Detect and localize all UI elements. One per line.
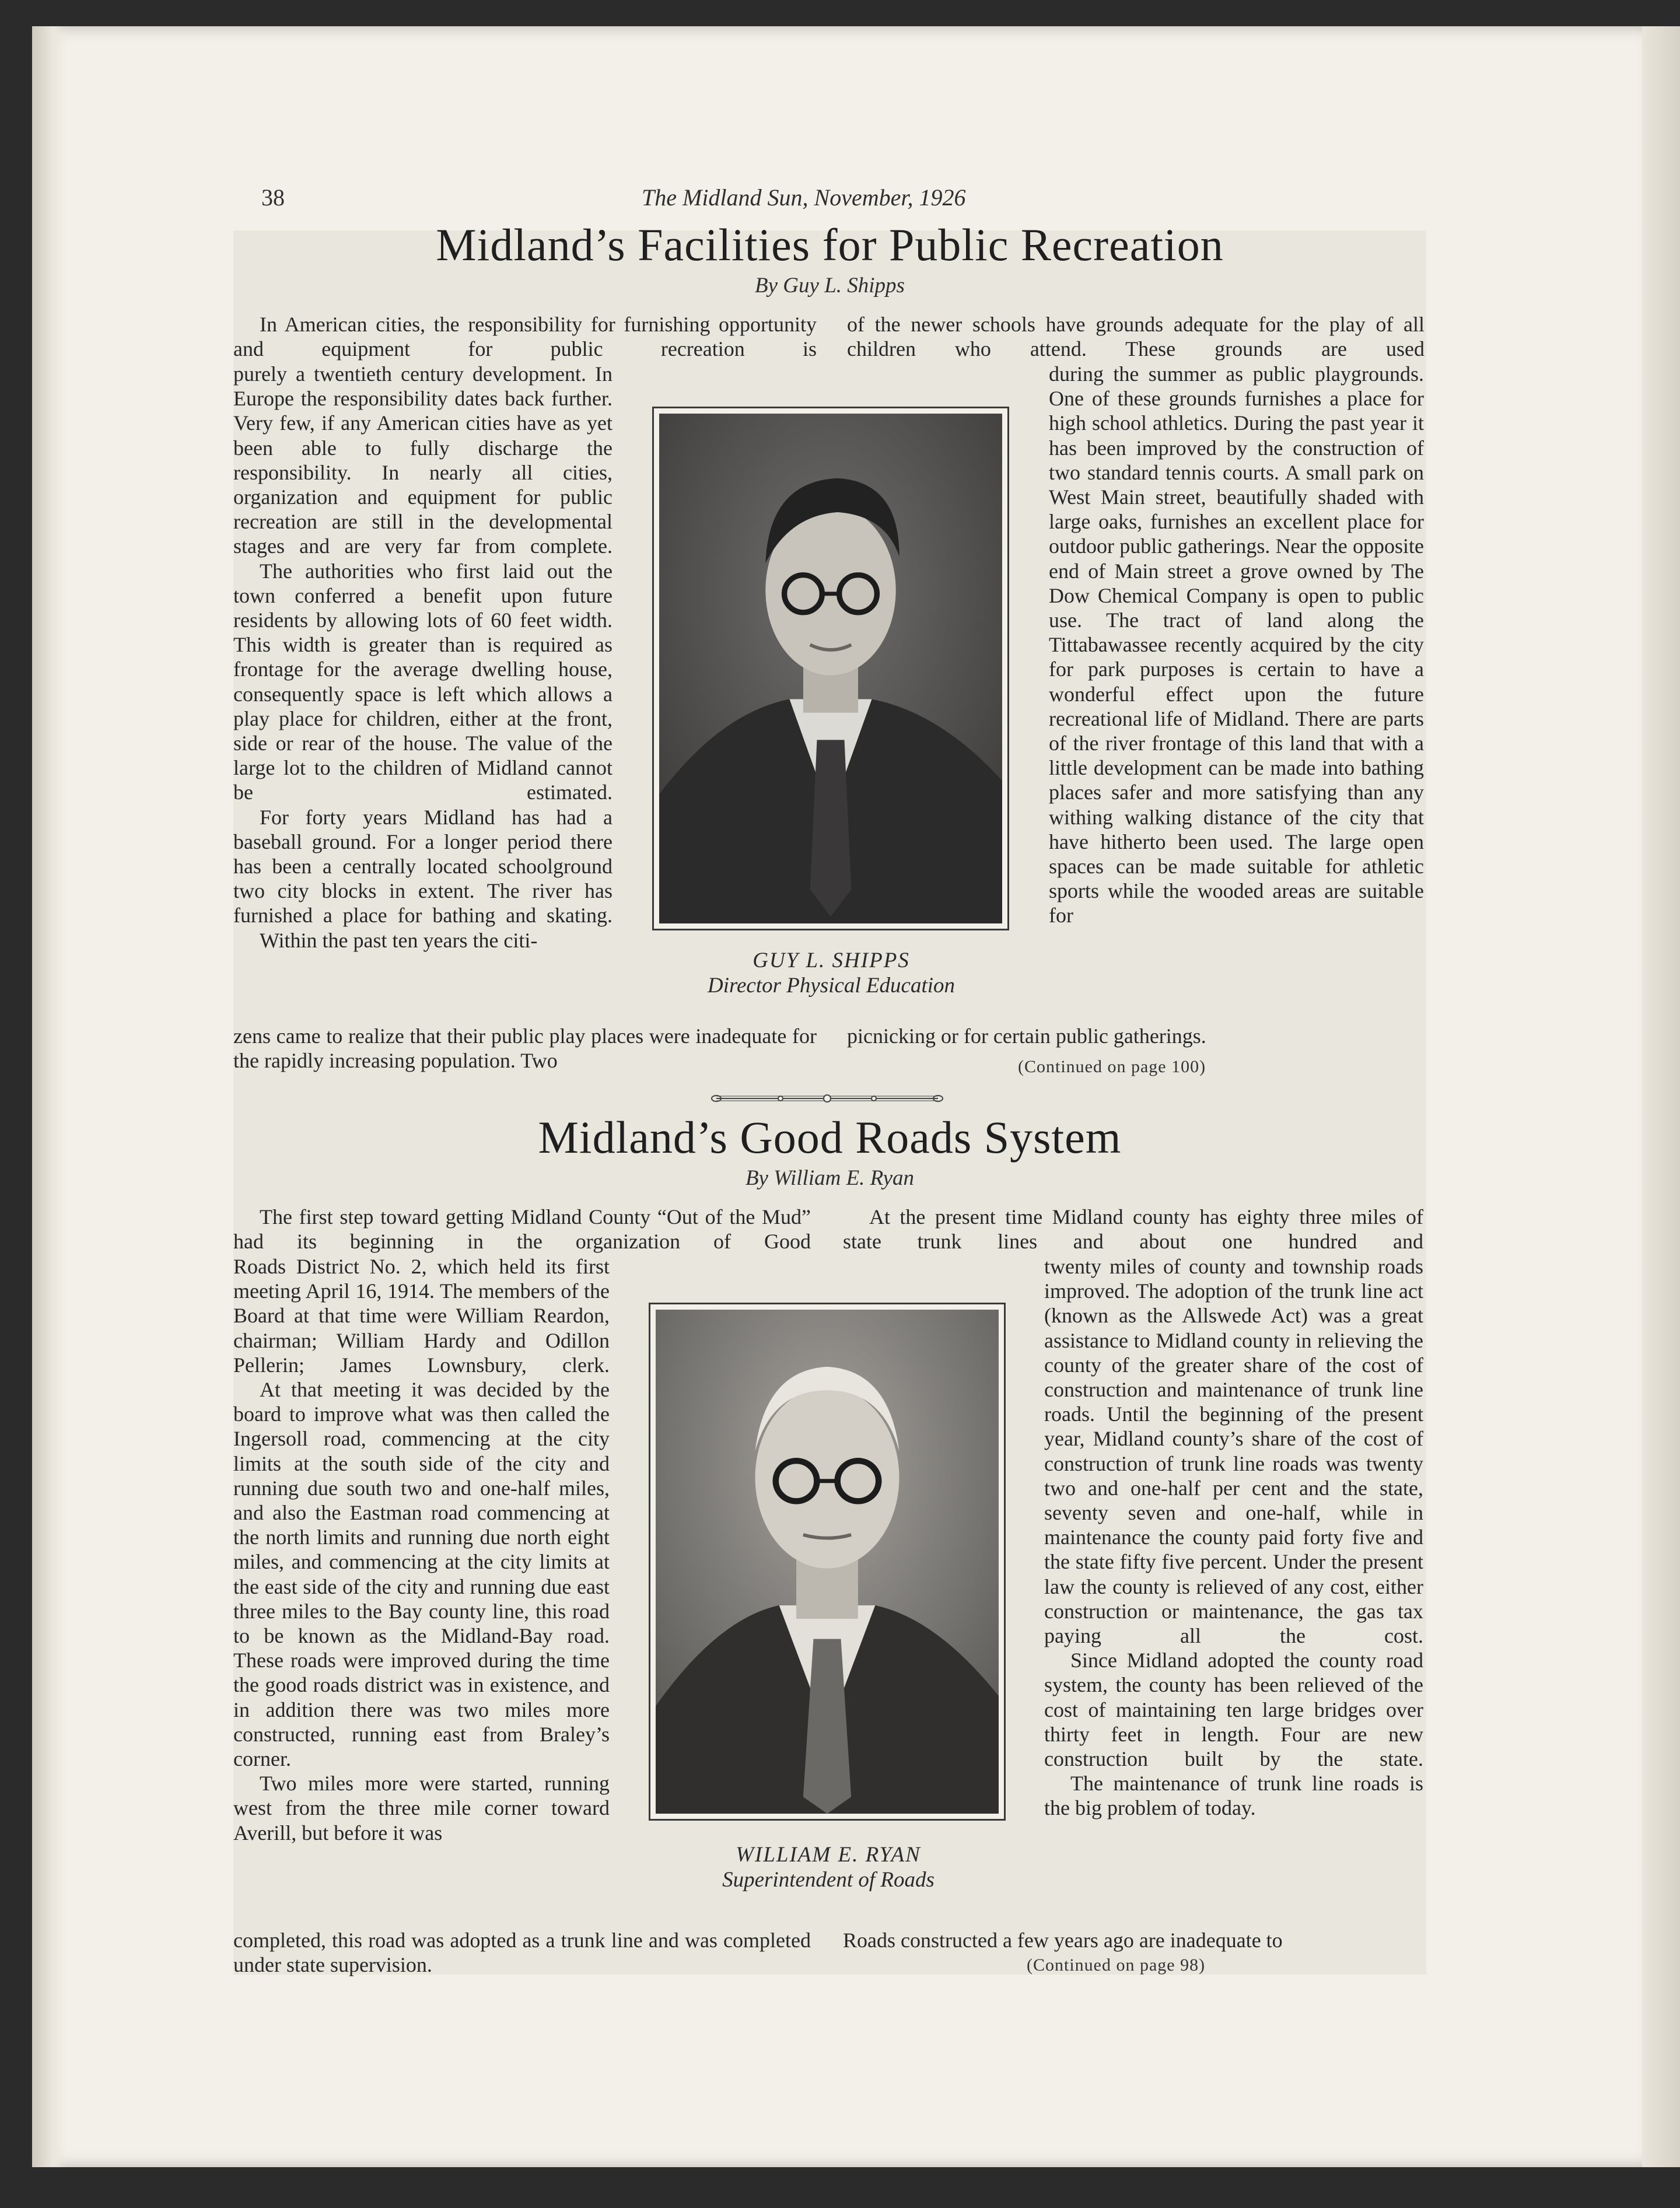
article1-bottom-left: zens came to realize that their public play places were inadequate for the rapidly increasing population. Two — [233, 1024, 817, 1073]
caption-name: GUY L. SHIPPS — [752, 949, 910, 972]
article1-narrow-right: during the summer as public playgrounds. One of these grounds furnishes a place for high school athletics. During the past year it has been improved by the construction of two standard tennis courts. A small park on West Main street, beautifully shaded with large oaks, furnishes an excellent place for outdoor public gatherings. Near the opposite end of Main street a grove owned by The Dow Chemical Company is open to public use. The tract of land along the Tittabawassee recently acquired by the city for park purposes is certain to have a wonderful effect upon the future recreational life of Midland. There are parts of the river frontage of this land that with a little development can be made into bathing places safer and more satisfying than any withing walking distance of the city that have hitherto been used. The large open spaces can be made suitable for athletic sports while the wooded areas are suitable for — [1049, 362, 1424, 928]
article1-bottom-right: picnicking or for certain public gatherings. — [847, 1024, 1206, 1048]
article2-narrow-right: twenty miles of county and township roads improved. The adoption of the trunk line act (known as the Allswede Act) was a great assistance to Midland county in relieving the county of the greater share of the cost of construction and maintenance of trunk line roads. Until the beginning of the present year, Midland county’s share of the cost of construction of trunk line roads was twenty two and one-half per cent and the state, seventy seven and one-half, while in maintenance the county paid forty five and the state fifty five percent. Under the present law the county is relieved of any cost, either construction or maintenance, the gas tax paying all the cost. Since Midland adopted the county road system, the county has been relieved of the cost of maintaining ten large bridges over thirty feet in length. Four are new construction built by the state. The maintenance of trunk line roads is the big problem of today. — [1044, 1255, 1423, 1820]
article1-continued: (Continued on page 100) — [1018, 1057, 1206, 1076]
article2-bottom-left: completed, this road was adopted as a trunk line and was completed under state supervision. — [233, 1929, 811, 1977]
article1-wide-right: of the newer schools have grounds adequate for the play of all children who attend. These grounds are used — [847, 313, 1424, 361]
article2-byline: By William E. Ryan — [745, 1166, 915, 1190]
photo-william-ryan — [649, 1303, 1006, 1821]
article1-wide-left: In American cities, the responsibility for furnishing opportunity and equipment for public recreation is — [233, 313, 817, 361]
article2-wide-right: At the present time Midland county has eighty three miles of state trunk lines and about one hundred and — [843, 1205, 1423, 1254]
portrait-image — [659, 414, 1002, 923]
article2-narrow-left: Roads District No. 2, which held its first meeting April 16, 1914. The members of the Board at that time were William Reardon, chairman; William Hardy and Odillon Pellerin; James Lownsbury, clerk. At that meeting it was decided by the board to improve what was then called the Ingersoll road, commencing at the city limits at the south side of the city and running due south two and one-half miles, and also the Eastman road commencing at the north limits and running due north eight miles, and commencing at the city limits at the east side of the city and running due east three miles to the Bay county line, this road to be known as the Midland-Bay road. These roads were improved during the time the good roads district was in existence, and in addition there was two miles more constructed, running east from Braley’s corner. Two miles more were started, running west from the three mile corner toward Averill, but before it was — [233, 1255, 610, 1845]
page-edge — [1642, 26, 1680, 2167]
article2-title: Midland’s Good Roads System — [538, 1112, 1122, 1163]
running-title: The Midland Sun, November, 1926 — [642, 184, 966, 211]
article1-title: Midland’s Facilities for Public Recreation — [436, 219, 1224, 270]
article2-continued: (Continued on page 98) — [1027, 1955, 1206, 1975]
photo-guy-shipps — [652, 407, 1009, 930]
caption-role: Superintendent of Roads — [722, 1868, 935, 1892]
book-spine-shadow — [32, 26, 67, 2167]
caption-name: WILLIAM E. RYAN — [736, 1843, 921, 1867]
article2-wide-left: The first step toward getting Midland County “Out of the Mud” had its beginning in the organization of Good — [233, 1205, 811, 1254]
caption-role: Director Physical Education — [707, 974, 956, 998]
caption-guy-shipps — [642, 948, 1021, 998]
page-number: 38 — [261, 184, 285, 211]
article2-bottom-right: Roads constructed a few years ago are inadequate to — [843, 1929, 1283, 1952]
article1-narrow-left: purely a twentieth century development. In Europe the responsibility dates back further. Very few, if any American cities have as yet been able to fully discharge the responsibility. In nearly all cities, organization and equipment for public recreation are still in the developmental stages and are very far from complete. The authorities who first laid out the town conferred a benefit upon future residents by allowing lots of 60 feet width. This width is greater than is required as frontage for the average dwelling house, consequently space is left which allows a play place for children, either at the front, side or rear of the house. The value of the large lot to the children of Midland cannot be estimated. For forty years Midland has had a baseball ground. For a longer period there has been a centrally located schoolground two city blocks in extent. The river has furnished a place for bathing and skating. Within the past ten years the citi- — [233, 362, 612, 952]
article1-byline: By Guy L. Shipps — [755, 274, 905, 298]
divider-ornament — [710, 1090, 944, 1107]
portrait-image — [656, 1310, 999, 1814]
caption-william-ryan — [642, 1842, 1015, 1892]
